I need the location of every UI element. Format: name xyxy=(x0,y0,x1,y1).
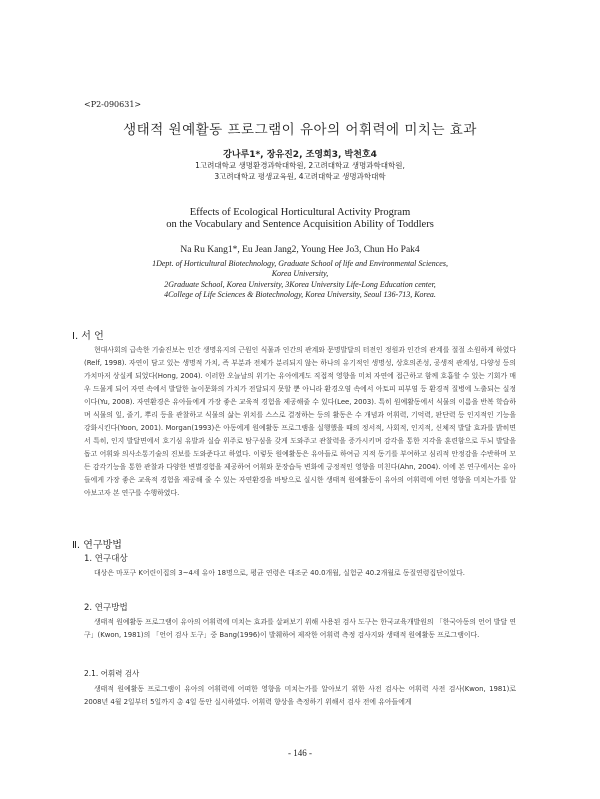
subsection-subjects-heading: 1. 연구대상 xyxy=(84,554,128,564)
subsection-method-body: 생태적 원예활동 프로그램이 유아의 어휘력에 미치는 효과를 살펴보기 위해 사용된 검사 도구는 한국교육개발원의 「한국아동의 언어 발달 연구」(Kwon, 1981)의 「언어 검사 도구」중 Bang(1996)이 발췌하여 제작한 어휘력 측정 검사지와 생태적 원예활동 프로그램이다. xyxy=(84,618,516,639)
subsection-method-heading: 2. 연구방법 xyxy=(84,603,128,613)
section-intro-heading: Ⅰ. 서 언 xyxy=(72,331,104,342)
english-title-line1: Effects of Ecological Horticultural Activity Program xyxy=(189,207,411,218)
abstract-code: <P2-090631> xyxy=(84,100,142,109)
korean-authors: 강나루1*, 장유진2, 조영희3, 박천호4 xyxy=(223,150,377,160)
section-methods-heading: Ⅱ. 연구방법 xyxy=(72,540,122,551)
korean-affiliation-1: 1고려대학교 생명환경과학대학원, 2고려대학교 생명과학대학원, xyxy=(195,161,405,170)
english-affiliation-1: 1Dept. of Horticultural Biotechnology, Graduate School of life and Environmental Sciences, Korea University, xyxy=(152,259,448,278)
subsection-vocab-test-heading: 2.1. 어휘력 검사 xyxy=(84,669,140,678)
korean-affiliation-2: 3고려대학교 평생교육원, 4고려대학교 생명과학대학 xyxy=(214,172,386,181)
english-title-line2: on the Vocabulary and Sentence Acquisition Ability of Toddlers xyxy=(166,219,434,230)
english-authors: Na Ru Kang1*, Eu Jean Jang2, Young Hee Jo3, Chun Ho Pak4 xyxy=(180,245,420,255)
page-number: - 146 - xyxy=(288,748,312,758)
subsection-subjects-body: 대상은 마포구 K어린이집의 3~4세 유아 18명으로, 평균 연령은 대조군 40.0개월, 실험군 40.2개월로 동질연령집단이었다. xyxy=(94,569,465,577)
section-intro-body: 현대사회의 급속한 기술진보는 인간 생명유지의 근원인 식물과 인간의 관계와 문명발달의 터전인 정원과 인간의 관계를 절절 소원하게 하였다(Relf, 1998). 자연이 담고 있는 생명적 가치, 즉 부분과 전체가 분리되지 않는 하나의 유기적인 생명성, 상호의존성, 공생적 관계성, 다양성 등의 가치마저 상실케 되었다(Hong, 2004). 이러한 오늘날의 위기는 유아에게도 직접적 영향을 미쳐 자연에 접근하고 함께 호흡할 수 있는 기회가 매우 드물게 되어 자연 속에서 발달한 놀이문화의 가치가 전달되지 못할 뿐 아니라 환경오염 속에서 아토피 피부염 등 환경적 질병에 노출되는 실정이다(Yu, 2008). 자연환경은 유아들에게 가장 좋은 교육적 경험을 제공해줄 수 있다(Lee, 2003). 특히 원예활동에서 식물의 이름을 반복 학습하며 식물의 잎, 줄기, 뿌리 등을 관찰하고 식물의 삶는 위치를 스스로 결정하는 등의 활동은 수 개념과 어휘력, 기억력, 판단력 등 인지적인 기능을 강화시킨다(Yoon, 2001). Morgan(1993)은 아동에게 원예활동 프로그램을 실행했을 때의 정서적, 사회적, 인지적, 신체적 발달 효과를 밝히면서 특히, 인지 발달면에서 호기심 유발과 실습 위주로 탐구심을 갖게 도와주고 관찰력을 증가시키며 감각을 통한 지각을 훈련함으로 두뇌 발달을 돕고 어휘와 의사소통기술의 진보를 도와준다고 하였다. 이렇듯 원예활동은 유아들로 하여금 지적 동기를 부여하고 심리적 안정감을 수반하며 모든 감각기능을 통한 관찰과 다양한 변별경험을 제공하여 어휘와 문장습득 변화에 긍정적인 영향을 미친다(Ahn, 2004). 이에 본 연구에서는 유아들에게 가장 좋은 교육적 경험을 제공해 줄 수 있는 자연환경을 바탕으로 실시한 생태적 원예활동이 유아의 어휘력에 어떤 영향을 미치는가를 알아보고자 본 연구를 수행하였다. xyxy=(84,346,516,497)
korean-title: 생태적 원예활동 프로그램이 유아의 어휘력에 미치는 효과 xyxy=(123,122,477,138)
english-affiliation-3: 4College of Life Sciences & Biotechnology, Korea University, Seoul 136-713, Korea. xyxy=(164,290,436,299)
english-title xyxy=(0,207,600,231)
english-affiliation-2: 2Graduate School, Korea University, 3Korea University Life-Long Education center, xyxy=(164,280,436,289)
subsection-vocab-test-body: 생태적 원예활동 프로그램이 유아의 어휘력에 어떠한 영향을 미치는가를 알아보기 위한 사전 검사는 어휘력 사전 검사(Kwon, 1981)로 2008년 4월 2일부터 5일까지 총 4일 동안 실시하였다. 어휘력 향상을 측정하기 위해서 검사 전에 유아들에게 xyxy=(84,685,516,706)
